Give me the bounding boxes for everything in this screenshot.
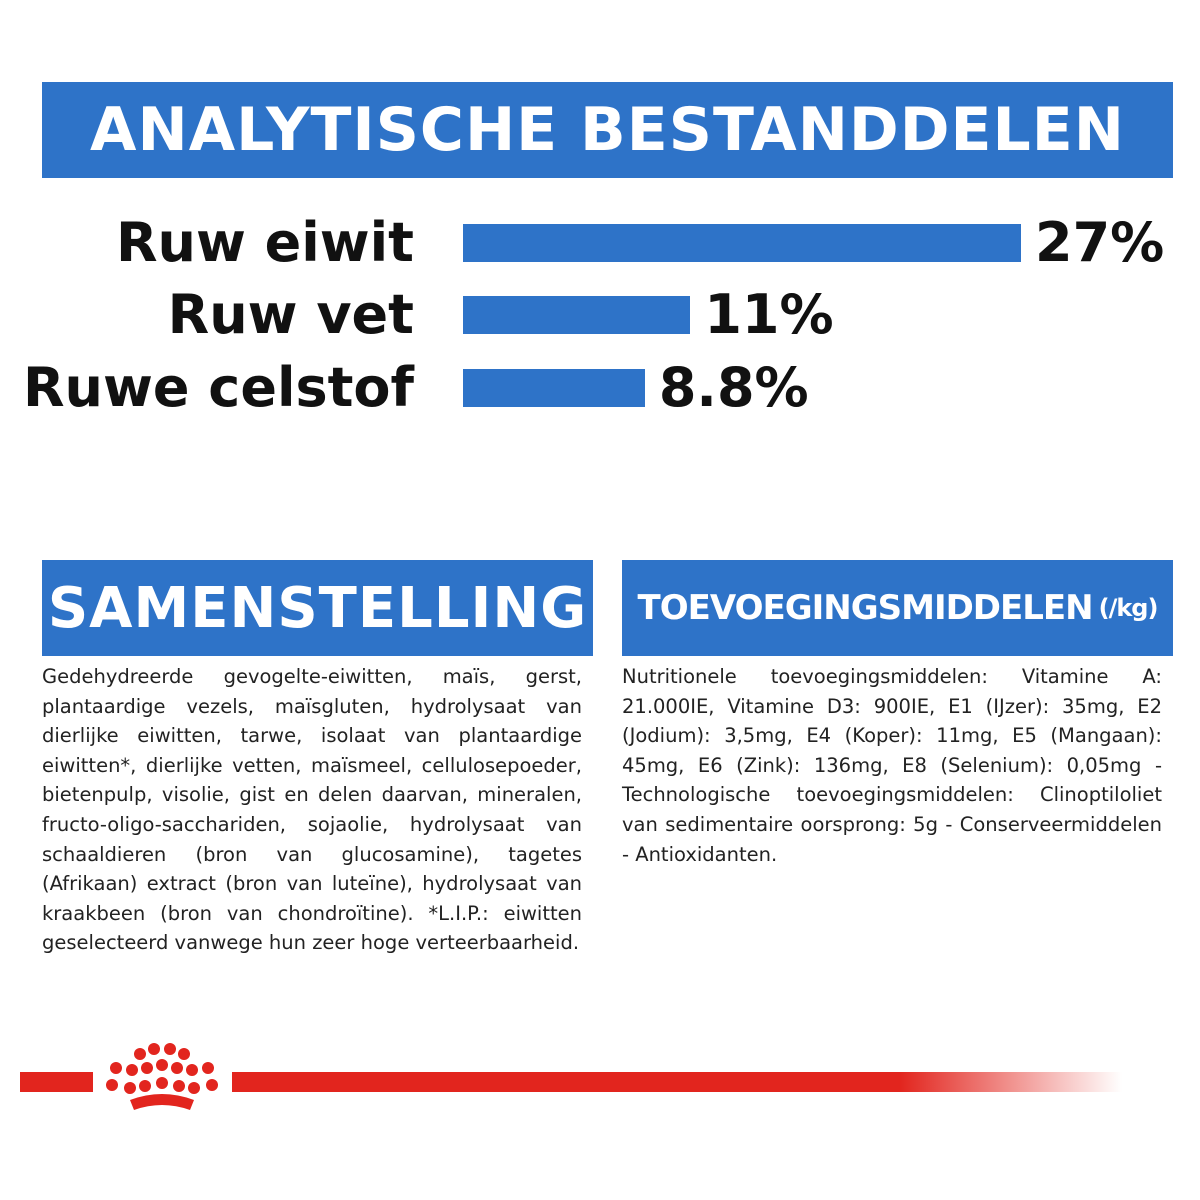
nutrient-label: Ruw eiwit bbox=[115, 211, 414, 274]
nutrient-label: Ruw vet bbox=[167, 283, 414, 346]
additives-header bbox=[622, 560, 1173, 656]
nutrient-value: 11% bbox=[704, 283, 834, 346]
nutrient-bar bbox=[463, 224, 1021, 262]
nutrient-value: 8.8% bbox=[658, 356, 809, 419]
additives-unit: (/kg) bbox=[1098, 594, 1158, 622]
nutrient-label: Ruwe celstof bbox=[22, 356, 414, 419]
composition-text: Gedehydreerde gevogelte-eiwitten, maïs, gerst, plantaardige vezels, maïsgluten, hydrolysaat van dierlijke eiwitten, tarwe, isolaat van plantaardige eiwitten*, dierlijke vetten, maïsmeel, cellulosepoeder, bietenpulp, visolie, gist en delen daarvan, mineralen, fructo-oligo-sacchariden, sojaolie, hydrolysaat van schaaldieren (bron van glucosamine), tagetes (Afrikaan) extract (bron van luteïne), hydrolysaat van kraakbeen (bron van chondroïtine). *L.I.P.: eiwitten geselecteerd vanwege hun zeer hoge verteerbaarheid. bbox=[42, 665, 582, 955]
additives-text: Nutritionele toevoegingsmiddelen: Vitamine A: 21.000IE, Vitamine D3: 900IE, E1 (IJzer): 35mg, E2 (Jodium): 3,5mg, E4 (Koper): 11mg, E5 (Mangaan): 45mg, E6 (Zink): 136mg, E8 (Selenium): 0,05mg - Technologische toevoegingsmiddelen: Clinoptiloliet van sedimentaire oorsprong: 5g - Conserveermiddelen - Antioxidanten. bbox=[622, 665, 1162, 866]
nutrient-bar bbox=[463, 369, 645, 407]
crown-icon bbox=[100, 1040, 224, 1120]
brand-footer bbox=[0, 1040, 1200, 1120]
footer-line-right bbox=[232, 1072, 1122, 1092]
composition-title: SAMENSTELLING bbox=[47, 575, 588, 641]
nutrient-bar bbox=[463, 296, 690, 334]
nutrient-value: 27% bbox=[1035, 211, 1165, 274]
additives-title: TOEVOEGINGSMIDDELEN bbox=[637, 588, 1093, 628]
footer-line-left bbox=[20, 1072, 93, 1092]
nutrient-bar-chart bbox=[0, 0, 1200, 420]
composition-header bbox=[42, 560, 593, 656]
page-title: ANALYTISCHE BESTANDDELEN bbox=[90, 95, 1125, 165]
